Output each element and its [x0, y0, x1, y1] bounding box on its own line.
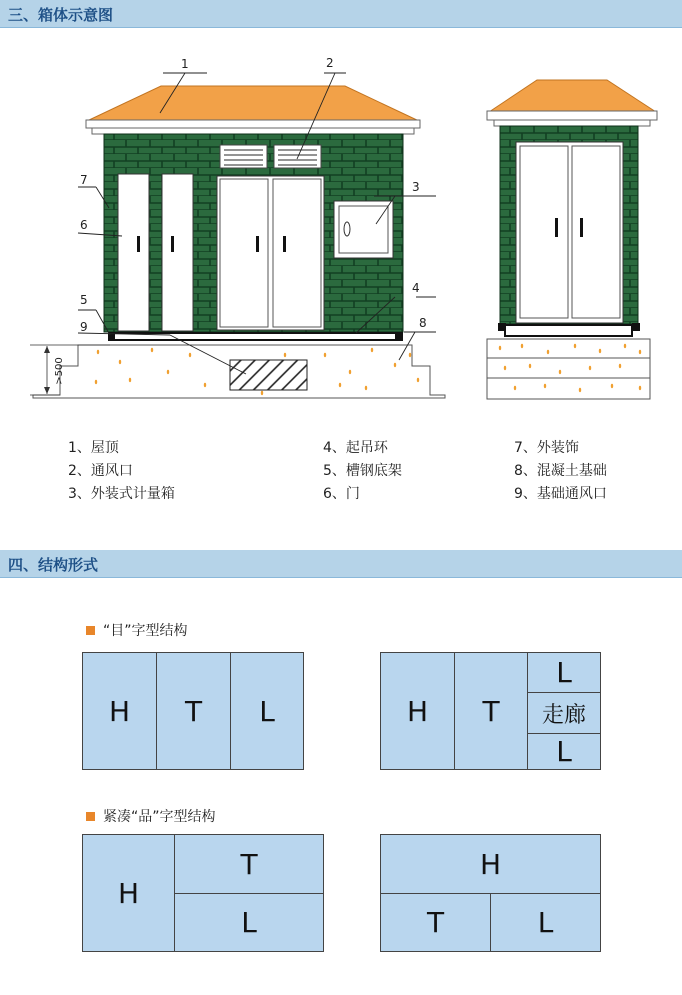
side-roof — [489, 80, 656, 112]
aggregate-dot — [514, 386, 516, 390]
legend-item-6: 6、门 — [323, 486, 360, 502]
cell-t: T — [380, 893, 491, 952]
legend-item-5: 5、槽钢底架 — [323, 463, 402, 479]
callout-2: 2 — [326, 56, 334, 70]
bullet-square — [86, 626, 95, 635]
aggregate-dot — [394, 363, 396, 367]
cell-t: T — [174, 834, 324, 894]
roof — [87, 86, 419, 121]
side-door — [516, 142, 623, 323]
aggregate-dot — [349, 370, 351, 374]
callout-7: 7 — [80, 173, 88, 187]
aggregate-dot — [574, 344, 576, 348]
callout-3: 3 — [412, 180, 420, 194]
aggregate-dot — [599, 349, 601, 353]
middle-door — [217, 176, 324, 330]
bullet-square — [86, 812, 95, 821]
aggregate-dot — [529, 364, 531, 368]
aggregate-dot — [151, 348, 153, 352]
aggregate-dot — [559, 370, 561, 374]
cell-h: H — [82, 652, 157, 770]
steel-base — [109, 333, 402, 340]
aggregate-dot — [619, 364, 621, 368]
cell-l: L — [490, 893, 601, 952]
callout-4: 4 — [412, 281, 420, 295]
cell-l: L — [230, 652, 304, 770]
aggregate-dot — [611, 384, 613, 388]
cell-l: L — [174, 893, 324, 952]
aggregate-dot — [547, 350, 549, 354]
aggregate-dot — [371, 348, 373, 352]
aggregate-dot — [204, 383, 206, 387]
height-label: >500 — [54, 357, 65, 385]
meter-box — [334, 201, 393, 258]
cell-h: H — [380, 834, 601, 894]
structure-pin-title: 紧凑“品”字型结构 — [86, 806, 216, 826]
aggregate-dot — [284, 353, 286, 357]
legend-item-2: 2、通风口 — [68, 463, 133, 479]
aggregate-dot — [639, 386, 641, 390]
cell-corridor: 走廊 — [527, 692, 601, 734]
aggregate-dot — [339, 383, 341, 387]
aggregate-dot — [624, 344, 626, 348]
aggregate-dot — [544, 384, 546, 388]
kiosk-diagram — [0, 30, 682, 450]
aggregate-dot — [504, 366, 506, 370]
cell-h: H — [82, 834, 175, 952]
aggregate-dot — [499, 346, 501, 350]
aggregate-dot — [639, 350, 641, 354]
cell-t: T — [156, 652, 231, 770]
legend-item-7: 7、外装饰 — [514, 440, 579, 456]
aggregate-dot — [409, 353, 411, 357]
structure-mu-title: “目”字型结构 — [86, 620, 188, 640]
callout-5: 5 — [80, 293, 88, 307]
foundation-vent — [230, 360, 307, 390]
aggregate-dot — [261, 391, 263, 395]
aggregate-dot — [589, 366, 591, 370]
cell-l-top: L — [527, 652, 601, 693]
legend-item-9: 9、基础通风口 — [514, 486, 607, 502]
side-foundation — [487, 339, 650, 399]
callout-9: 9 — [80, 320, 88, 334]
section-title: 四、结构形式 — [8, 556, 99, 574]
callout-8: 8 — [419, 316, 427, 330]
callout-1: 1 — [181, 57, 189, 71]
aggregate-dot — [97, 350, 99, 354]
callout-6: 6 — [80, 218, 88, 232]
aggregate-dot — [129, 378, 131, 382]
aggregate-dot — [189, 353, 191, 357]
side-view — [487, 80, 657, 399]
section-header-4 — [0, 550, 682, 578]
cell-t: T — [454, 652, 528, 770]
section-title: 三、箱体示意图 — [8, 6, 114, 24]
side-steel-base — [505, 325, 632, 336]
aggregate-dot — [365, 386, 367, 390]
aggregate-dot — [521, 344, 523, 348]
aggregate-dot — [417, 378, 419, 382]
legend-item-4: 4、起吊环 — [323, 440, 388, 456]
aggregate-dot — [579, 388, 581, 392]
legend-item-8: 8、混凝土基础 — [514, 463, 607, 479]
cell-l-bottom: L — [527, 733, 601, 770]
legend-item-3: 3、外装式计量箱 — [68, 486, 175, 502]
aggregate-dot — [119, 360, 121, 364]
front-view — [30, 56, 445, 398]
aggregate-dot — [95, 380, 97, 384]
aggregate-dot — [167, 370, 169, 374]
section-header-3 — [0, 0, 682, 28]
aggregate-dot — [324, 353, 326, 357]
legend-item-1: 1、屋顶 — [68, 440, 119, 456]
cell-h: H — [380, 652, 455, 770]
